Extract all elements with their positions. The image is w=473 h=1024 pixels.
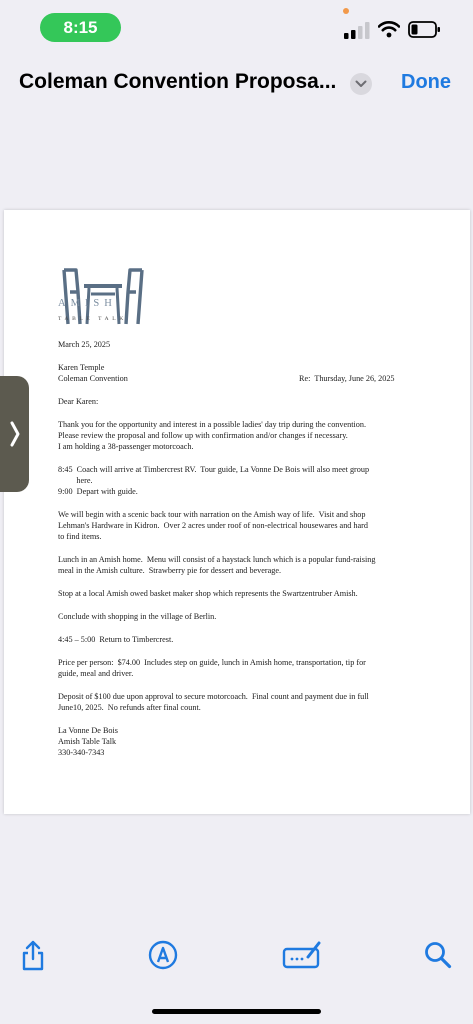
signature-icon	[282, 940, 322, 970]
home-indicator	[152, 1009, 321, 1014]
battery-icon	[408, 21, 441, 38]
title-menu-button[interactable]	[350, 73, 372, 95]
chevron-down-icon	[355, 80, 367, 88]
re-line: Re: Thursday, June 26, 2025	[299, 374, 395, 383]
intro-line: I am holding a 38-passenger motorcoach.	[58, 442, 194, 451]
intro-line: Please review the proposal and follow up with confirmation and/or changes if necessary.	[58, 431, 348, 440]
tour-line: Lehman's Hardware in Kidron. Over 2 acres under roof of non-electrical housewares and hard	[58, 521, 368, 530]
price-line: guide, meal and driver.	[58, 669, 134, 678]
logo-tagline: TABLE TALK	[58, 316, 127, 322]
schedule-line: 9:00 Depart with guide.	[58, 487, 138, 496]
lunch-line: Lunch in an Amish home. Menu will consist of a haystack lunch which is a popular fund-raising	[58, 555, 376, 564]
basket-line: Stop at a local Amish owed basket maker shop which represents the Swartzentruber Amish.	[58, 589, 358, 598]
recipient-name: Karen Temple	[58, 363, 105, 372]
deposit-line: June10, 2025. No refunds after final count.	[58, 703, 201, 712]
berlin-line: Conclude with shopping in the village of Berlin.	[58, 612, 217, 621]
signature-line: La Vonne De Bois	[58, 726, 118, 735]
letter-date: March 25, 2025	[58, 340, 111, 349]
schedule-line: here.	[58, 476, 93, 485]
tour-line: We will begin with a scenic back tour with narration on the Amish way of life. Visit and shop	[58, 510, 366, 519]
tour-line: to find items.	[58, 532, 102, 541]
cellular-signal-icon	[344, 22, 370, 39]
status-time: 8:15	[40, 13, 121, 42]
price-line: Price per person: $74.00 Includes step on guide, lunch in Amish home, transportation, tip for	[58, 658, 366, 667]
markup-button[interactable]	[148, 938, 178, 972]
return-line: 4:45 – 5:00 Return to Timbercrest.	[58, 635, 174, 644]
signature-line: 330-340-7343	[58, 748, 105, 757]
document-title: Coleman Convention Proposa...	[19, 70, 337, 93]
intro-line: Thank you for the opportunity and interest in a possible ladies' day trip during the convention.	[58, 420, 366, 429]
search-icon	[424, 941, 452, 969]
recipient-org: Coleman Convention	[58, 374, 128, 383]
wifi-icon	[378, 20, 400, 38]
signature-button[interactable]	[282, 938, 322, 972]
share-icon	[20, 939, 46, 971]
signature-line: Amish Table Talk	[58, 737, 117, 746]
deposit-line: Deposit of $100 due upon approval to secure motorcoach. Final count and payment due in full	[58, 692, 369, 701]
chevron-right-icon	[9, 419, 21, 449]
logo-name: AMISH	[58, 298, 117, 309]
search-button[interactable]	[423, 938, 453, 972]
markup-pen-icon	[148, 940, 178, 970]
salutation: Dear Karen:	[58, 397, 99, 406]
done-button[interactable]: Done	[401, 71, 451, 93]
privacy-indicator	[343, 8, 349, 14]
schedule-line: 8:45 Coach will arrive at Timbercrest RV. Tour guide, La Vonne De Bois will also meet group	[58, 465, 370, 474]
share-button[interactable]	[18, 938, 48, 972]
lunch-line: meal in the Amish culture. Strawberry pie for dessert and beverage.	[58, 566, 282, 575]
sidebar-toggle-handle[interactable]	[0, 376, 29, 492]
